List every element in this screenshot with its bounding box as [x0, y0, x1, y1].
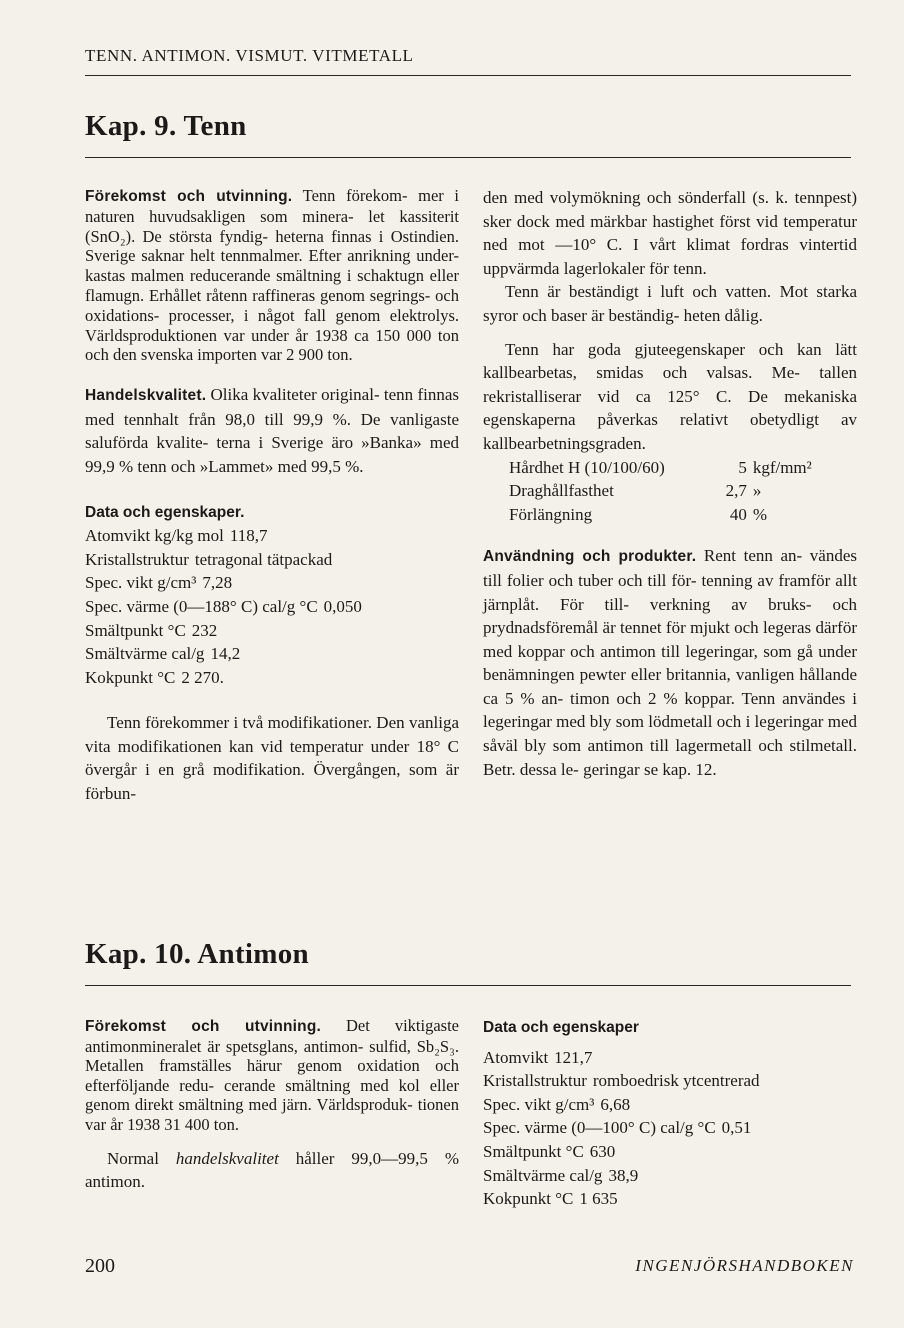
normal-emphasis: handelskvalitet — [175, 1148, 279, 1168]
chapter-10-rule — [85, 985, 851, 986]
forekomst-paragraph — [85, 186, 459, 365]
normal-prefix: Normal — [107, 1148, 176, 1168]
property-row — [85, 619, 459, 643]
property-label: Kokpunkt °C — [483, 1189, 574, 1209]
property-value: tetragonal tätpackad — [194, 549, 333, 569]
table-cell-unit: % — [752, 504, 767, 524]
property-row — [85, 595, 459, 619]
table-cell-label: Förlängning — [509, 504, 593, 524]
modifikation-paragraph-part2: den med volymökning och sönderfall (s. k. tennpest) sker dock med märkbar hastighet först vid temperatur ned mot —10° C. I vårt klimat fordras vintertid uppvärmda lagerlokaler för tenn. — [483, 188, 857, 278]
property-label: Kokpunkt °C — [85, 667, 176, 687]
forekomst-lead: Förekomst och utvinning. — [85, 188, 293, 205]
handel-text: Olika kvaliteter original- tenn finnas med tennhalt från 98,0 till 99,9 %. De vanligaste saluförda kvalite- terna i Sverige äro »Banka» med 99,9 % tenn och »Lammet» med 99,5 %. — [85, 385, 460, 476]
handel-paragraph — [85, 383, 459, 478]
property-label: Kristallstruktur — [483, 1071, 587, 1091]
table-row — [509, 479, 812, 503]
property-value: 232 — [191, 620, 218, 640]
property-row — [483, 1140, 857, 1164]
running-head: TENN. ANTIMON. VISMUT. VITMETALL — [85, 46, 414, 65]
table-cell-value: 40 — [729, 504, 747, 524]
property-row — [85, 571, 459, 595]
anvandning-paragraph — [483, 544, 857, 781]
property-row — [85, 642, 459, 666]
property-row — [85, 666, 459, 690]
property-value: 118,7 — [229, 526, 268, 546]
chapter-9-left-column — [85, 186, 459, 806]
property-label: Atomvikt kg/kg mol — [85, 526, 224, 546]
property-row — [483, 1046, 857, 1070]
property-row — [483, 1116, 857, 1140]
normal-paragraph — [85, 1147, 459, 1194]
property-label: Smältpunkt °C — [85, 620, 186, 640]
antimon-forekomst-lead: Förekomst och utvinning. — [85, 1018, 322, 1035]
chapter-9-right-column — [483, 186, 857, 781]
table-cell-label: Draghållfasthet — [509, 481, 614, 501]
page-number: 200 — [85, 1255, 115, 1277]
property-value: 121,7 — [554, 1047, 593, 1067]
data-heading: Data och egenskaper. — [85, 503, 245, 521]
property-row — [483, 1093, 857, 1117]
property-label: Atomvikt — [483, 1047, 549, 1067]
property-label: Smältvärme cal/g — [483, 1165, 603, 1185]
modifikation-paragraph-part1: Tenn förekommer i två modifikationer. Den vanliga vita modifikationen kan vid temperatur under 18° C övergår i en grå modifikation. Övergången, som är förbun- — [85, 713, 459, 804]
anvandning-text: Rent tenn an- vändes till folier och tuber och till för- tenning av framför allt järnplåt. För till- verkning av bruks- och prydnadsföremål är tennet för mjukt och legeras därför med koppar och antimon till legeringar, som gå under benämningen pewter eller britannia, vanligen hållande ca 5 % an- timon och 2 % koppar. Tenn användes i legeringar med bly som lödmetall och i legeringar med såväl bly som antimon till lagermetall och stilmetall. Betr. dessa le- geringar se kap. 12. — [483, 546, 858, 779]
table-row — [509, 503, 812, 527]
chapter-9-title: Kap. 9. Tenn — [85, 110, 247, 142]
property-row — [483, 1187, 857, 1211]
table-row — [509, 456, 812, 480]
antimon-forekomst-text: Det viktigaste antimonmineralet är spetsglans, antimon- sulfid, Sb₂S₃. Metallen framställes härur genom oxidation och efterföljande redu- cerande smältning med kol eller genom direkt smältning med järn. Världsproduk- tionen var år 1938 31 400 ton. — [85, 1016, 459, 1134]
property-label: Smältpunkt °C — [483, 1141, 584, 1161]
property-value: 0,51 — [721, 1118, 752, 1138]
chapter-9-rule — [85, 157, 851, 158]
table-cell-unit: » — [752, 481, 762, 501]
header-rule — [85, 75, 851, 76]
properties-list — [85, 524, 459, 689]
property-row — [85, 548, 459, 572]
chapter-10-left-column — [85, 1016, 459, 1194]
table-cell-unit: kgf/mm² — [752, 457, 812, 477]
gjut-paragraph: Tenn har goda gjuteegenskaper och kan lätt kallbearbetas, smidas och valsas. Me- tallen rekristalliserar vid ca 125° C. De mekaniska egenskaperna påverkas relativt obetydligt av kallbearbetningsgraden. — [483, 339, 857, 453]
antimon-forekomst-paragraph — [85, 1016, 459, 1135]
property-label: Spec. värme (0—100° C) cal/g °C — [483, 1118, 716, 1138]
table-cell-value: 2,7 — [725, 481, 747, 501]
property-value: 6,68 — [600, 1094, 631, 1114]
property-value: 38,9 — [608, 1165, 639, 1185]
property-value: 2 270. — [181, 667, 224, 687]
property-value: romboedrisk ytcentrerad — [592, 1071, 760, 1091]
handel-lead: Handelskvalitet. — [85, 387, 207, 405]
table-cell-label: Hårdhet H (10/100/60) — [509, 457, 665, 477]
property-label: Kristallstruktur — [85, 549, 189, 569]
bestandig-paragraph: Tenn är beständigt i luft och vatten. Mot starka syror och baser är beständig- heten dålig. — [483, 282, 857, 325]
antimon-properties-list — [483, 1046, 857, 1211]
forekomst-text: Tenn förekom- mer i naturen huvudsakligen som minera- let kassiterit (SnO₂). De största fyndig- heterna finnas i Ostindien. Sverige saknar helt tennmalmer. Efter anrikning under- kastas malmen reducerande smältning i schaktugn eller flamugn. Erhållet råtenn raffineras genom segrings- och oxidations- processer, i något fall genom elektrolys. Världsproduktionen var under år 1938 ca 150 000 ton och den svenska importen var 2 900 ton. — [85, 186, 459, 365]
hardness-table — [509, 456, 812, 527]
property-label: Smältvärme cal/g — [85, 644, 205, 664]
property-value: 1 635 — [579, 1189, 618, 1209]
property-label: Spec. vikt g/cm³ — [85, 573, 197, 593]
property-row — [483, 1164, 857, 1188]
anvandning-lead: Användning och produkter. — [483, 548, 697, 566]
chapter-10-right-column — [483, 1016, 857, 1211]
property-value: 630 — [589, 1141, 616, 1161]
property-label: Spec. värme (0—188° C) cal/g °C — [85, 596, 318, 616]
chapter-10-title: Kap. 10. Antimon — [85, 938, 309, 970]
property-row — [85, 524, 459, 548]
property-row — [483, 1069, 857, 1093]
antimon-data-heading: Data och egenskaper — [483, 1019, 639, 1036]
table-cell-value: 5 — [738, 457, 747, 477]
property-value: 7,28 — [202, 573, 233, 593]
book-title: INGENJÖRSHANDBOKEN — [635, 1256, 854, 1275]
property-value: 14,2 — [210, 644, 241, 664]
property-value: 0,050 — [323, 596, 362, 616]
property-label: Spec. vikt g/cm³ — [483, 1094, 595, 1114]
normal-suffix: håller 99,0—99,5 % antimon. — [85, 1148, 459, 1192]
